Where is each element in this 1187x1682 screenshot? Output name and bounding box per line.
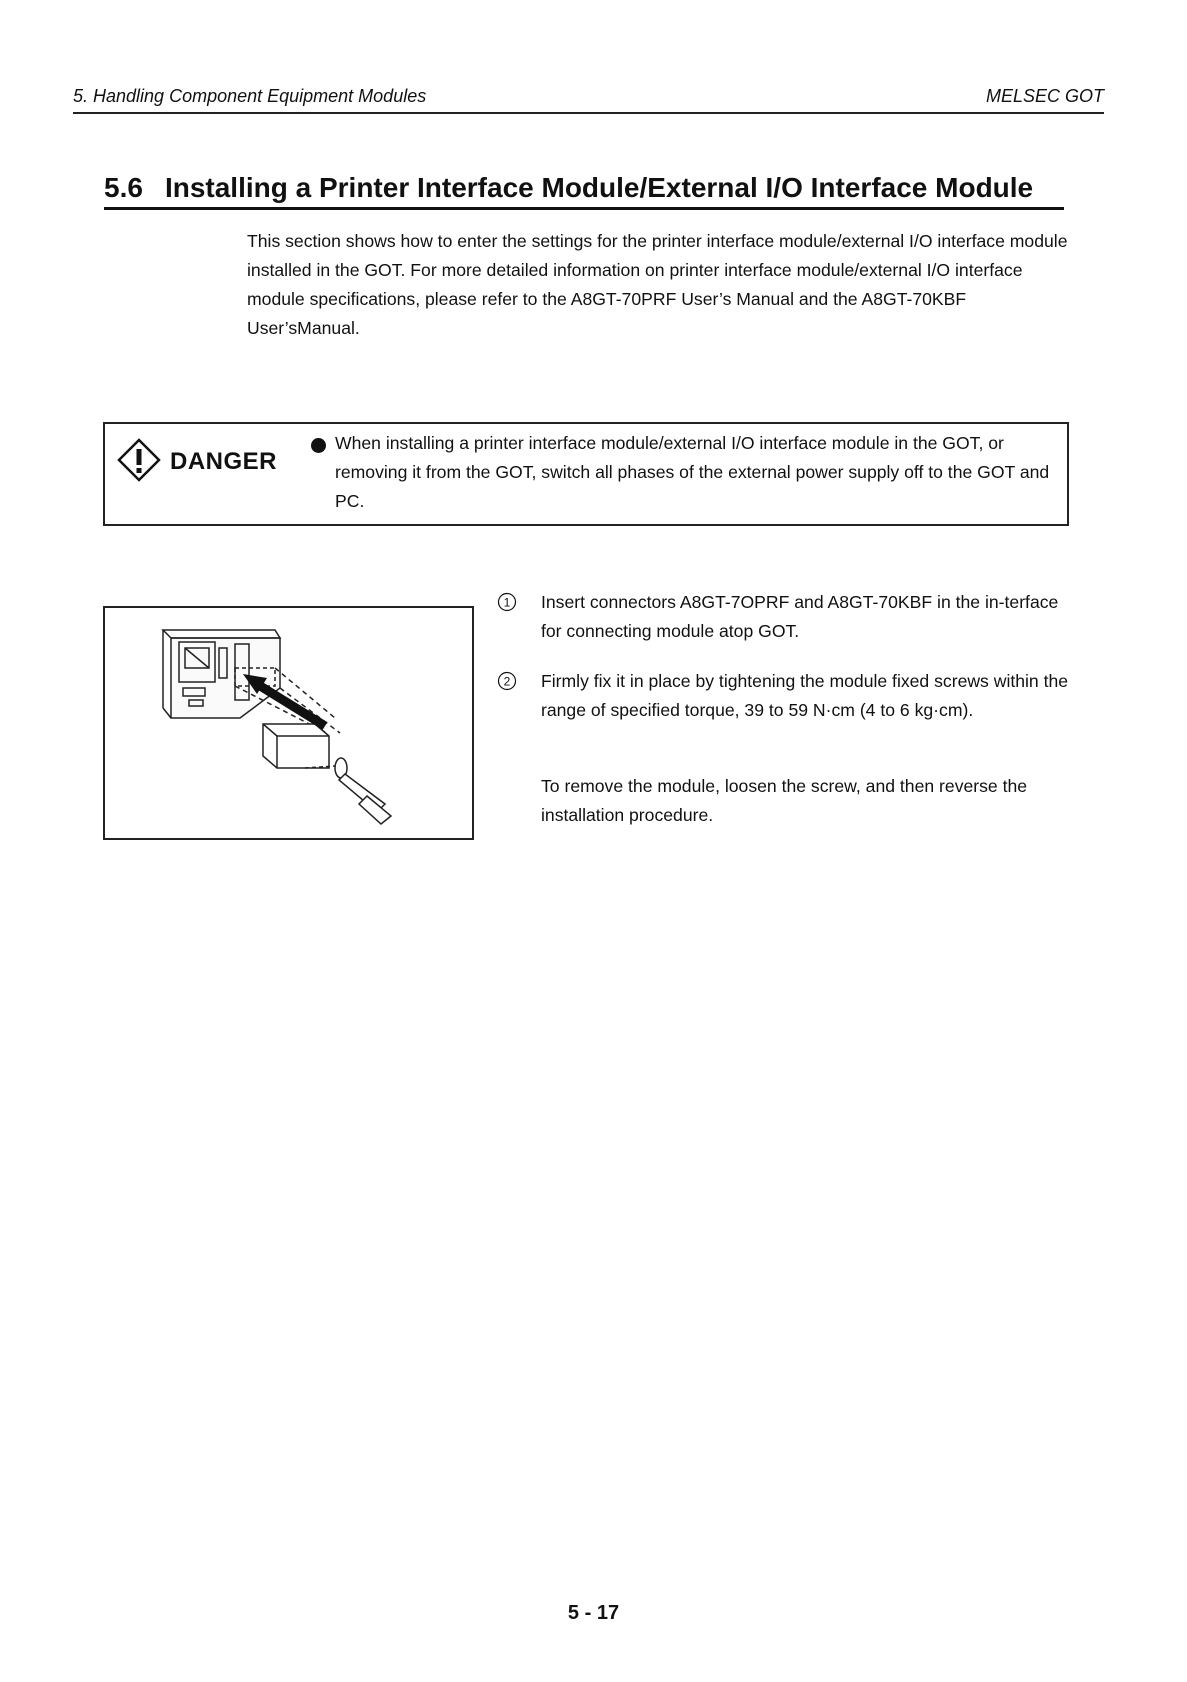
circled-number-2-icon bbox=[497, 671, 517, 691]
danger-exclamation-icon bbox=[117, 438, 161, 482]
step-1-text: Insert connectors A8GT-7OPRF and A8GT-70KBF in the in-terface for connecting module atop GOT. bbox=[541, 592, 1059, 641]
danger-text: When installing a printer interface module/external I/O interface module in the GOT, or removing it from the GOT, switch all phases of the external power supply off to the GOT and PC. bbox=[335, 433, 1050, 511]
section-number: 5.6 bbox=[104, 172, 143, 203]
danger-label: DANGER bbox=[170, 448, 278, 475]
danger-notice bbox=[103, 422, 1069, 526]
svg-text:1: 1 bbox=[503, 595, 511, 610]
bullet-icon bbox=[311, 438, 326, 453]
intro-paragraph: This section shows how to enter the settings for the printer interface module/external I/O interface module installed in the GOT. For more detailed information on printer interface module/external I/O interface module specifications, please refer to the A8GT-70PRF User’s Manual and the A8GT-70KBF User’sManual. bbox=[247, 231, 1068, 338]
page-number: 5 - 17 bbox=[567, 1602, 620, 1624]
header-divider bbox=[73, 112, 1104, 114]
step-2-text: Firmly fix it in place by tightening the module fixed screws within the range of specified torque, 39 to 59 N·cm (4 to 6 kg·cm). bbox=[541, 671, 1069, 720]
installation-figure bbox=[103, 606, 474, 840]
running-header-product: MELSEC GOT bbox=[985, 86, 1104, 106]
section-heading bbox=[104, 172, 1064, 210]
running-header-chapter: 5. Handling Component Equipment Modules bbox=[73, 86, 427, 106]
removal-note: To remove the module, loosen the screw, and then reverse the installation procedure. bbox=[541, 776, 1028, 825]
module-installation-illustration bbox=[105, 608, 472, 838]
circled-number-1-icon bbox=[497, 592, 517, 612]
section-title: Installing a Printer Interface Module/External I/O Interface Module bbox=[164, 172, 1034, 203]
svg-text:2: 2 bbox=[503, 674, 511, 689]
